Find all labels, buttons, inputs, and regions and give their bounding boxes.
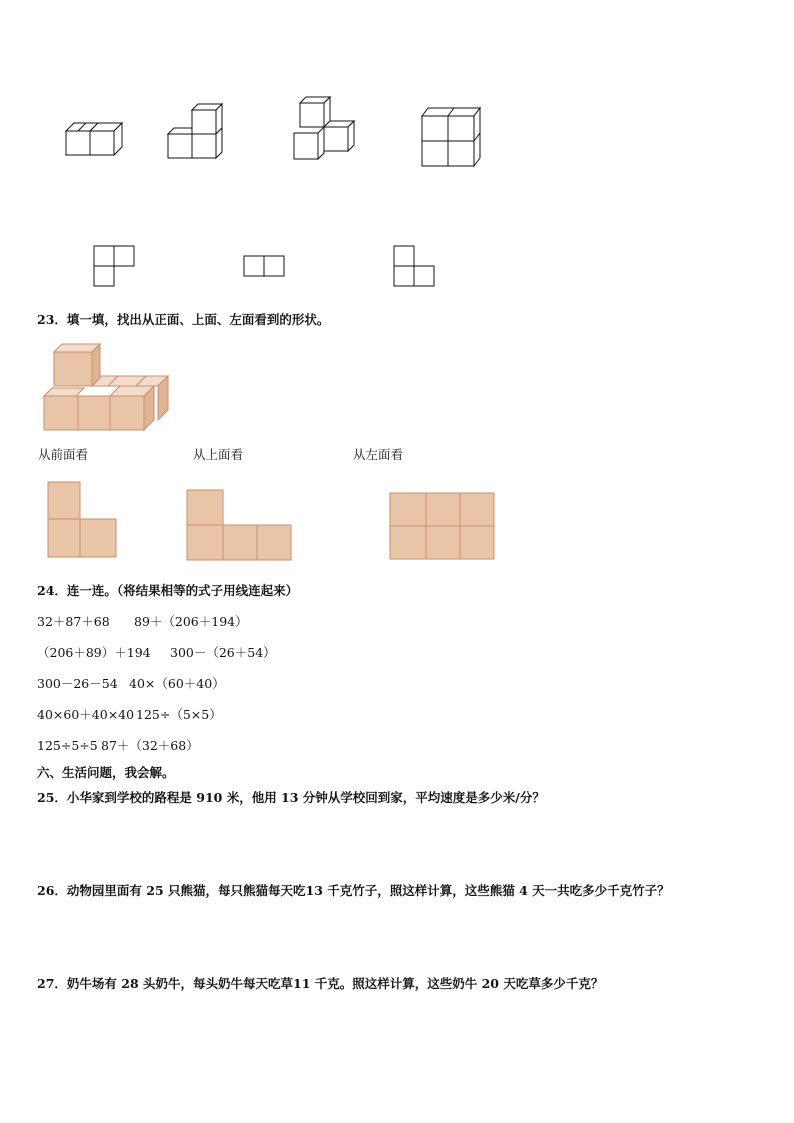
q23-cube-model — [40, 340, 172, 434]
q24-right-2[interactable]: 300－（26＋54） — [170, 645, 276, 660]
q24-right-5[interactable]: 87＋（32＋68） — [101, 738, 199, 753]
q24-left-3[interactable]: 300－26－54 — [37, 676, 118, 691]
q24-left-2[interactable]: （206＋89）＋194 — [37, 645, 151, 660]
q24-right-1[interactable]: 89＋（206＋194） — [134, 614, 248, 629]
q25-text: 25．小华家到学校的路程是 910 米，他用 13 分钟从学校回到家，平均速度是多少米/分？ — [37, 790, 545, 805]
view-shape-two-squares — [243, 255, 287, 279]
q24-right-4[interactable]: 125÷（5×5） — [136, 707, 222, 722]
q24-prompt: 24．连一连。（将结果相等的式子用线连起来） — [37, 583, 299, 598]
answer-left-view — [389, 492, 497, 562]
view-label-left: 从左面看 — [353, 447, 404, 462]
section-six-title: 六、生活问题，我会解。 — [37, 765, 175, 780]
q24-left-1[interactable]: 32＋87＋68 — [37, 614, 110, 629]
q24-left-5[interactable]: 125÷5÷5 — [37, 738, 98, 753]
answer-front-view — [47, 481, 119, 561]
q26-text: 26．动物园里面有 25 只熊猫，每只熊猫每天吃13 千克竹子，照这样计算，这些熊猫 4 天一共吃多少千克竹子？ — [37, 883, 670, 898]
answer-top-view — [186, 489, 294, 563]
q27-text: 27．奶牛场有 28 头奶牛，每头奶牛每天吃草11 千克。照这样计算，这些奶牛 20 天吃草多少千克？ — [37, 976, 604, 991]
view-label-front: 从前面看 — [38, 447, 89, 462]
cube-figure-2 — [164, 100, 228, 160]
q23-prompt: 23．填一填，找出从正面、上面、左面看到的形状。 — [37, 312, 330, 327]
view-shape-l-right — [93, 245, 137, 289]
view-shape-l-bottom — [393, 245, 437, 289]
q24-right-3[interactable]: 40×（60＋40） — [129, 676, 225, 691]
q24-left-4[interactable]: 40×60＋40×40 — [37, 707, 135, 722]
cube-figure-3 — [290, 95, 360, 163]
view-label-top: 从上面看 — [193, 447, 244, 462]
cube-figure-1 — [62, 113, 126, 159]
cube-figure-4 — [418, 104, 484, 168]
